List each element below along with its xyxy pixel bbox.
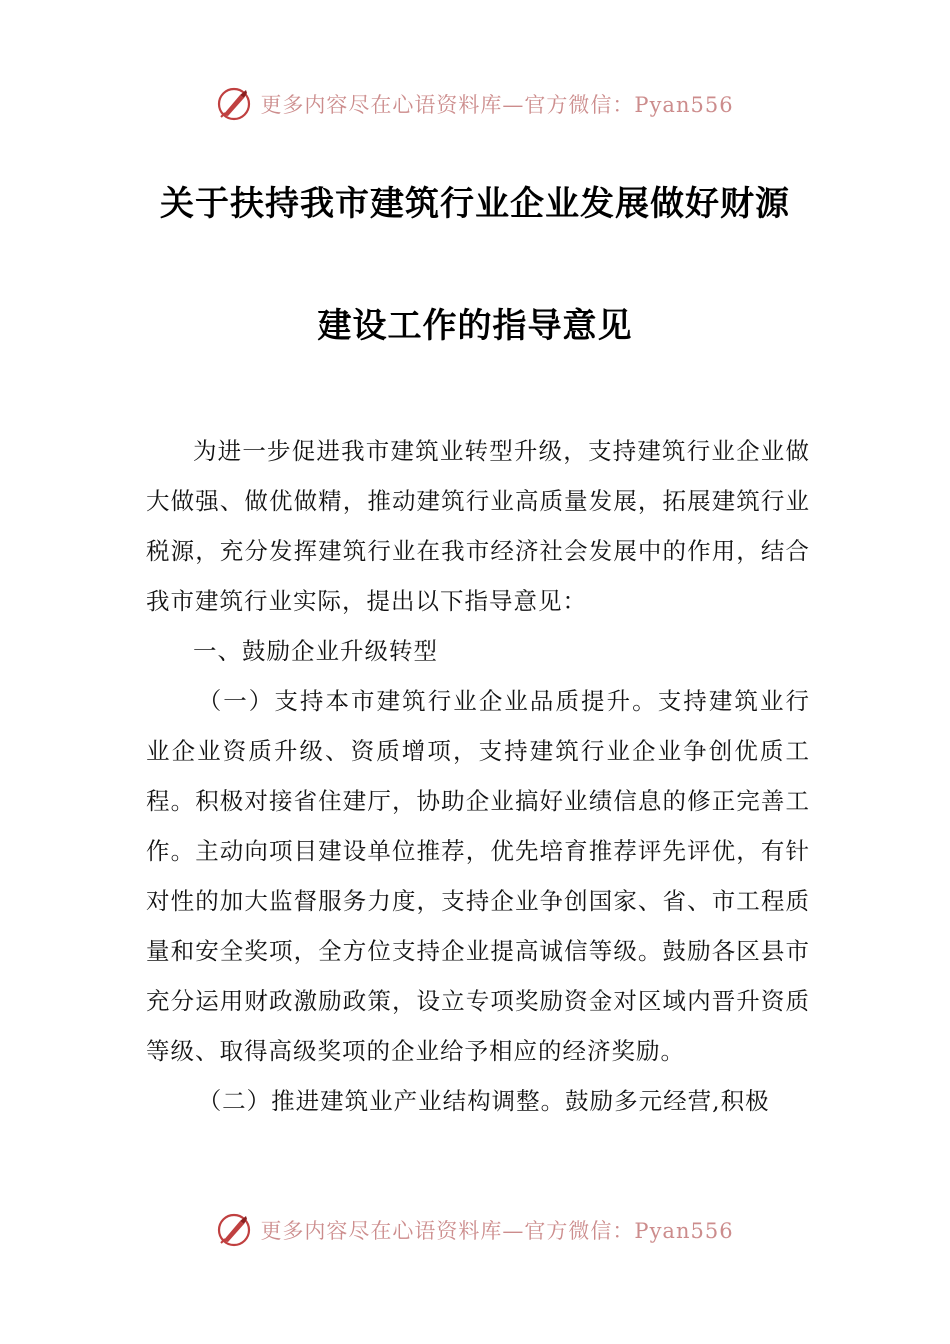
- paragraph-item-2: （二）推进建筑业产业结构调整。鼓励多元经营,积极: [197, 1087, 770, 1115]
- quill-pen-logo-icon: [216, 1212, 252, 1248]
- watermark-text: 更多内容尽在心语资料库—官方微信：Pyan556: [260, 1219, 734, 1243]
- watermark-text: 更多内容尽在心语资料库—官方微信：Pyan556: [260, 93, 734, 117]
- header-watermark-banner: [0, 82, 950, 126]
- section-heading-1: 一、鼓励企业升级转型: [193, 637, 438, 665]
- document-body: [146, 426, 810, 1126]
- document-title-line-2: 建设工作的指导意见: [317, 306, 633, 346]
- paragraph-item-1: （一）支持本市建筑行业企业品质提升。支持建筑业行业企业资质升级、资质增项，支持建筑行业企业争创优质工程。积极对接省住建厅，协助企业搞好业绩信息的修正完善工作。主动向项目建设单位推荐，优先培育推荐评先评优，有针对性的加大监督服务力度，支持企业争创国家、省、市工程质量和安全奖项，全方位支持企业提高诚信等级。鼓励各区县市充分运用财政激励政策，设立专项奖励资金对区域内晋升资质等级、取得高级奖项的企业给予相应的经济奖励。: [146, 687, 810, 1065]
- quill-pen-logo-icon: [216, 86, 252, 122]
- footer-watermark-banner: [0, 1208, 950, 1252]
- paragraph-intro: 为进一步促进我市建筑业转型升级，支持建筑行业企业做大做强、做优做精，推动建筑行业高质量发展，拓展建筑行业税源，充分发挥建筑行业在我市经济社会发展中的作用，结合我市建筑行业实际，提出以下指导意见：: [146, 437, 810, 615]
- document-title-line-1: 关于扶持我市建筑行业企业发展做好财源: [160, 184, 790, 224]
